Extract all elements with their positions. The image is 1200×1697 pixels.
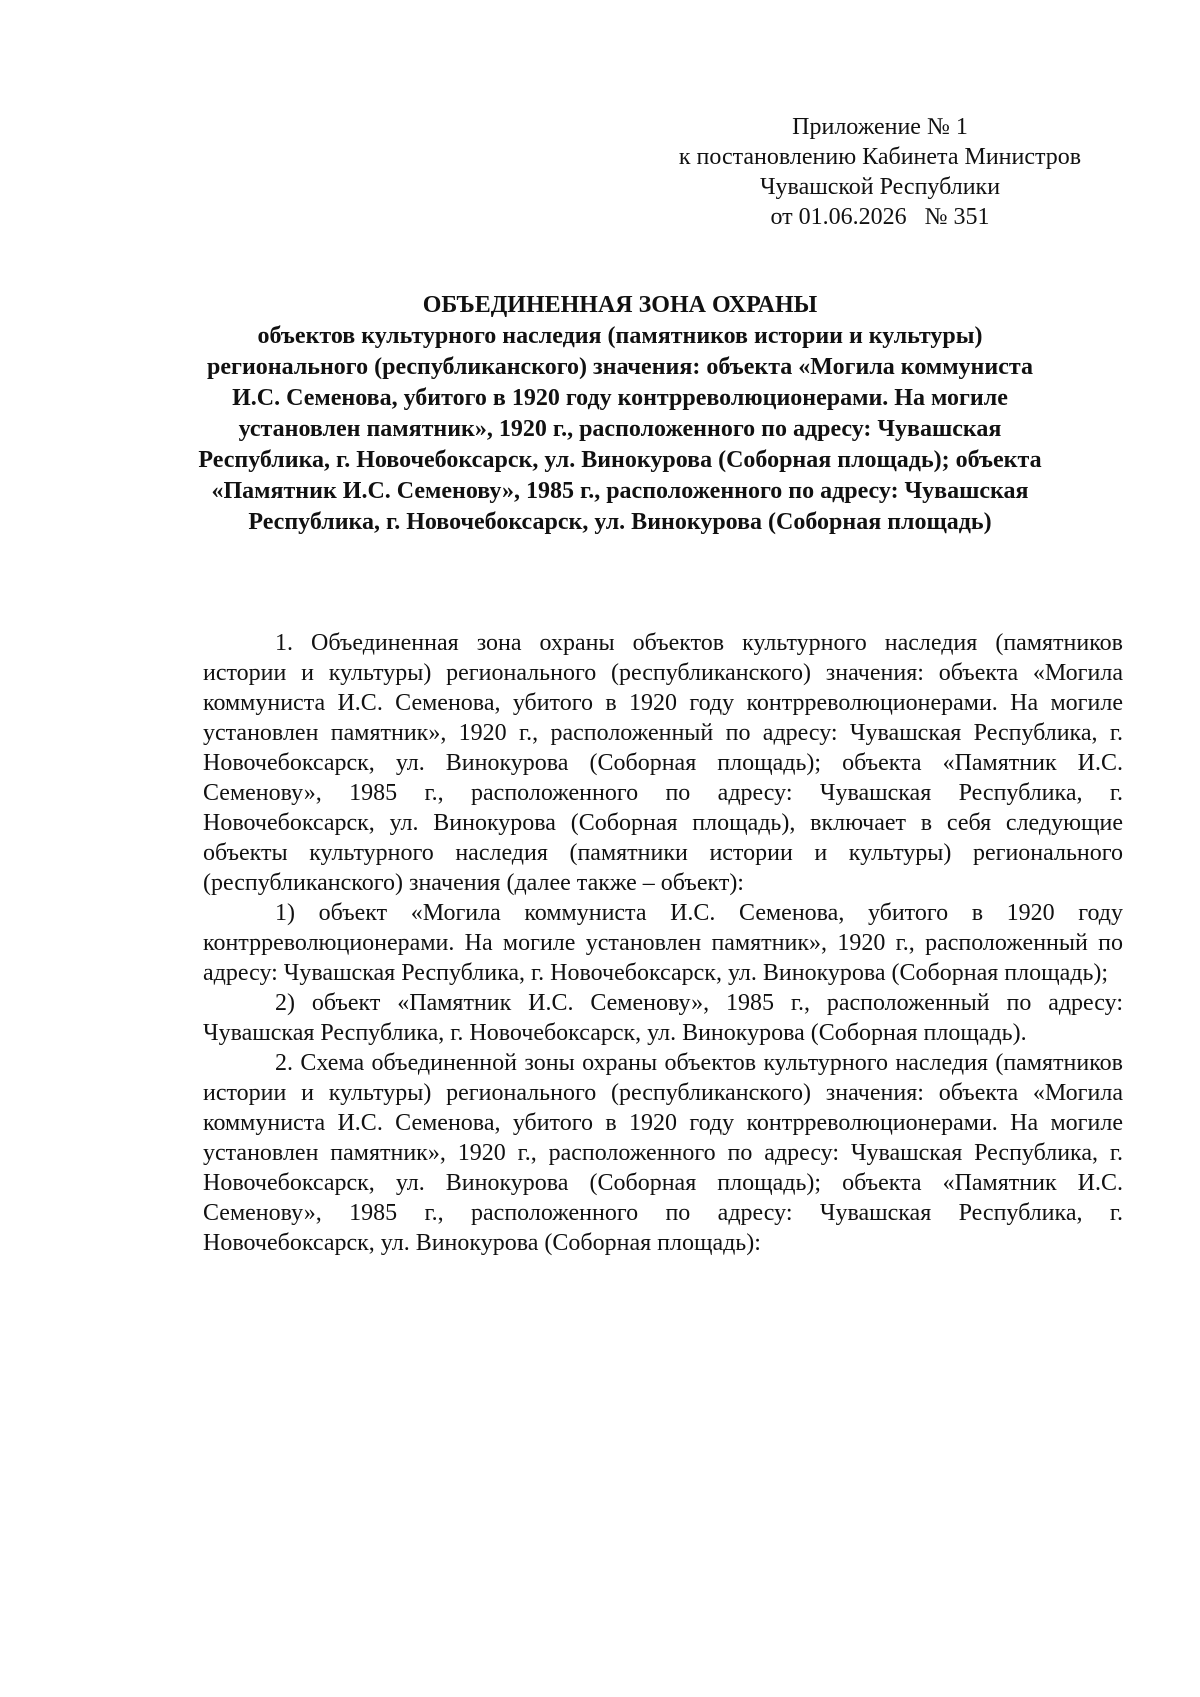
annex-number: Приложение № 1 (792, 114, 968, 140)
document-body (203, 628, 1123, 1258)
annex-header (640, 112, 1120, 232)
annex-authority: Чувашской Республики (759, 174, 1001, 200)
paragraph-2: 2. Схема объединенной зоны охраны объектов культурного наследия (памятников истории и культуры) регионального (республиканского) значения: объекта «Могила коммуниста И.С. Семенова, убитого в 1920 году контрреволюционерами. На могиле установлен памятник», 1920 г., расположенного по адресу: Чувашская Республика, г. Новочебоксарск, ул. Винокурова (Соборная площадь); объекта «Памятник И.С. Семенову», 1985 г., расположенного по адресу: Чувашская Республика, г. Новочебоксарск, ул. Винокурова (Соборная площадь): (203, 1050, 1123, 1256)
document-title: ОБЪЕДИНЕННАЯ ЗОНА ОХРАНЫ (422, 292, 818, 318)
paragraph-1-item-2: 2) объект «Памятник И.С. Семенову», 1985 г., расположенный по адресу: Чувашская Республика, г. Новочебоксарск, ул. Винокурова (Соборная площадь). (203, 990, 1123, 1046)
paragraph-1-item-1: 1) объект «Могила коммуниста И.С. Семенова, убитого в 1920 году контрреволюционерами. На могиле установлен памятник», 1920 г., расположенный по адресу: Чувашская Республика, г. Новочебоксарск, ул. Винокурова (Соборная площадь); (203, 900, 1123, 986)
document-title-block (190, 290, 1050, 538)
annex-reference: к постановлению Кабинета Министров (678, 144, 1082, 170)
annex-date-number: от 01.06.2026 № 351 (770, 204, 990, 230)
paragraph-1: 1. Объединенная зона охраны объектов культурного наследия (памятников истории и культуры) регионального (республиканского) значения: объекта «Могила коммуниста И.С. Семенова, убитого в 1920 году контрреволюционерами. На могиле установлен памятник», 1920 г., расположенный по адресу: Чувашская Республика, г. Новочебоксарск, ул. Винокурова (Соборная площадь); объекта «Памятник И.С. Семенову», 1985 г., расположенного по адресу: Чувашская Республика, г. Новочебоксарск, ул. Винокурова (Соборная площадь), включает в себя следующие объекты культурного наследия (памятники истории и культуры) регионального (республиканского) значения (далее также – объект): (203, 630, 1123, 896)
document-subtitle: объектов культурного наследия (памятников истории и культуры) регионального (республиканского) значения: объекта «Могила коммуниста И.С. Семенова, убитого в 1920 году контрреволюционерами. На могиле установлен памятник», 1920 г., расположенного по адресу: Чувашская Республика, г. Новочебоксарск, ул. Винокурова (Соборная площадь); объекта «Памятник И.С. Семенову», 1985 г., расположенного по адресу: Чувашская Республика, г. Новочебоксарск, ул. Винокурова (Соборная площадь) (198, 323, 1042, 535)
